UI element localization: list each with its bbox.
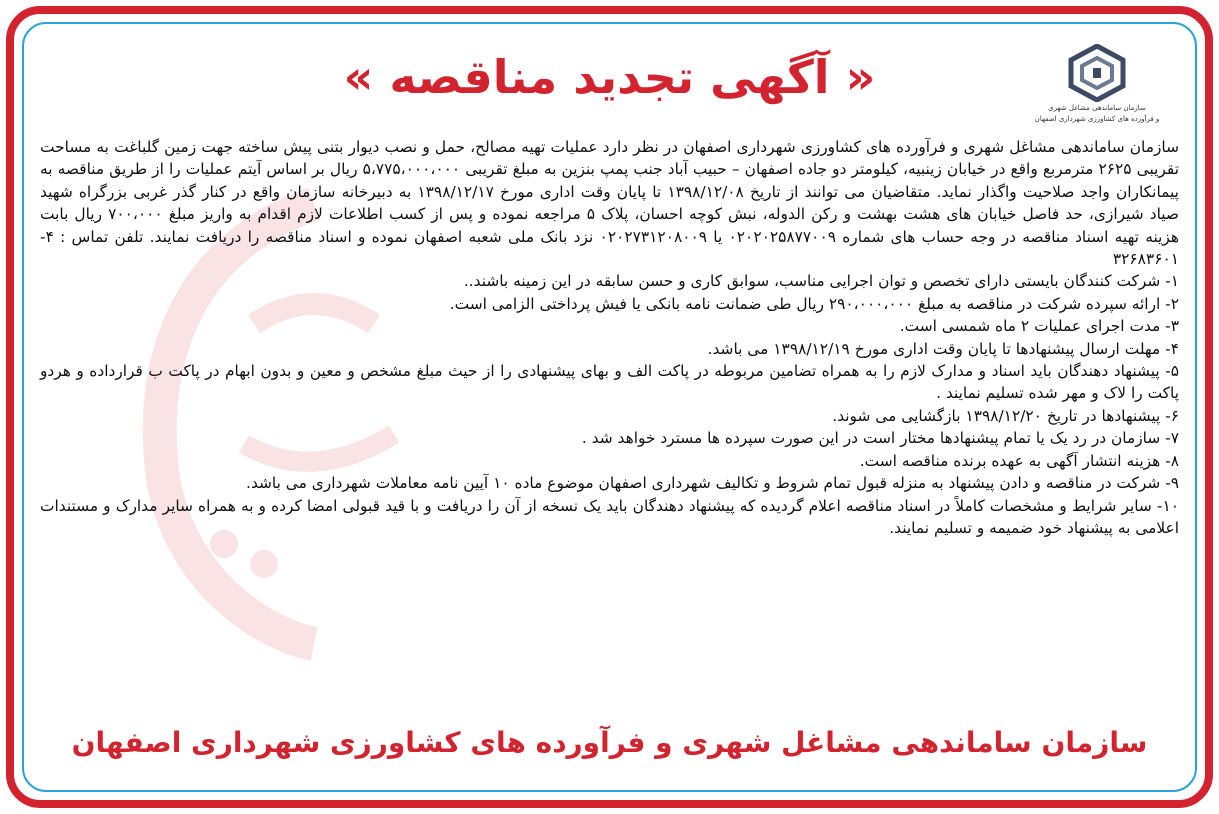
list-item: ۹- شرکت در مناقصه و دادن پیشنهاد به منزله قبول تمام شروط و تکالیف شهرداری اصفهان موضوع ماده ۱۰ آیین نامه معاملات شهرداری می باشد. [246,474,1179,493]
logo-caption-line2: و فرآورده های کشاورزی شهرداری اصفهان [1034,115,1160,123]
list-item: ۷- سازمان در رد یک یا تمام پیشنهادها مختار است در این صورت سپرده ها مسترد خواهد شد . [581,429,1179,448]
list-item: ۴- مهلت ارسال پیشنهادها تا پایان وقت اداری مورخ ۱۳۹۸/۱۲/۱۹ می باشد. [707,339,1179,358]
list-item: ۲- ارائه سپرده شرکت در مناقصه به مبلغ ۲۹۰،۰۰۰،۰۰۰ ریال طی ضمانت نامه بانکی یا فیش پرداختی الزامی است. [449,294,1179,313]
list-item: ۵- پیشنهاد دهندگان باید اسناد و مدارک لازم را به همراه تضامین مربوطه در پاکت الف و بهای پیشنهادی را از حیث مبلغ مشخص و معین و بدون ابهام در پاکت ب قرارداده و هردو پاکت را لاک و مهر شده تسلیم نمایند . [40,362,1179,403]
list-item: ۱۰- سایر شرایط و مشخصات کاملاً در اسناد مناقصه اعلام گردیده که پیشنهاد دهندگان باید یک نسخه از آن را دریافت و با قید قبولی امضا کرده و به همراه سایر مدارک و مستندات اعلامی به پیشنهاد خود ضمیمه و تسلیم نمایند. [40,496,1179,537]
notice-body [40,136,1179,539]
intro-paragraph: سازمان ساماندهی مشاغل شهری و فرآورده های کشاورزی شهرداری اصفهان در نظر دارد عملیات تهیه مصالح، حمل و نصب دیوار بتنی پیش ساخته جهت زمین گلباغت به مساحت تقریبی ۲۶۲۵ مترمربع واقع در خیابان زینبیه، کیلومتر دو جاده اصفهان – حبیب آباد جنب پمپ بنزین به مبلغ تقریبی ۵،۷۷۵،۰۰۰،۰۰۰ ریال بر اساس آیتم عملیات را از طریق مناقصه به پیمانکاران واجد صلاحیت واگذار نماید. متقاضیان می توانند از تاریخ ۱۳۹۸/۱۲/۰۸ تا پایان وقت اداری مورخ ۱۳۹۸/۱۲/۱۷ به دبیرخانه سازمان واقع در کنار گذر غربی بزرگراه شهید صیاد شیرازی، حد فاصل خیابان های هشت بهشت و رکن الدوله، نبش کوچه احسان، پلاک ۵ مراجعه نموده و پس از کسب اطلاعات لازم اقدام به واریز مبلغ ۷۰۰،۰۰۰ ریال بابت هزینه تهیه اسناد مناقصه در وجه حساب های شماره ۰۲۰۲۰۲۵۸۷۷۰۰۹ یا ۰۲۰۲۷۳۱۲۰۸۰۰۹ نزد بانک ملی شعبه اصفهان نموده و اسناد مناقصه را دریافت نمایند. تلفن تماس : ۴- ۳۲۶۸۳۶۰۱ [40,138,1179,269]
logo-caption-line1: سازمان ساماندهی مشاغل شهری [1048,104,1146,112]
notice-title: « آگهی تجدید مناقصه » [343,50,876,104]
list-item: ۳- مدت اجرای عملیات ۲ ماه شمسی است. [899,317,1179,336]
list-item: ۸- هزینه انتشار آگهی به عهده برنده مناقصه است. [859,451,1179,470]
list-item: ۶- پیشنهادها در تاریخ ۱۳۹۸/۱۲/۲۰ بازگشایی می شوند. [832,406,1179,425]
organization-footer: سازمان ساماندهی مشاغل شهری و فرآورده های کشاورزی شهرداری اصفهان [71,726,1148,759]
list-item: ۱- شرکت کنندگان بایستی دارای تخصص و توان اجرایی مناسب، سوابق کاری و حسن سابقه در این زمینه باشند.. [463,272,1179,291]
